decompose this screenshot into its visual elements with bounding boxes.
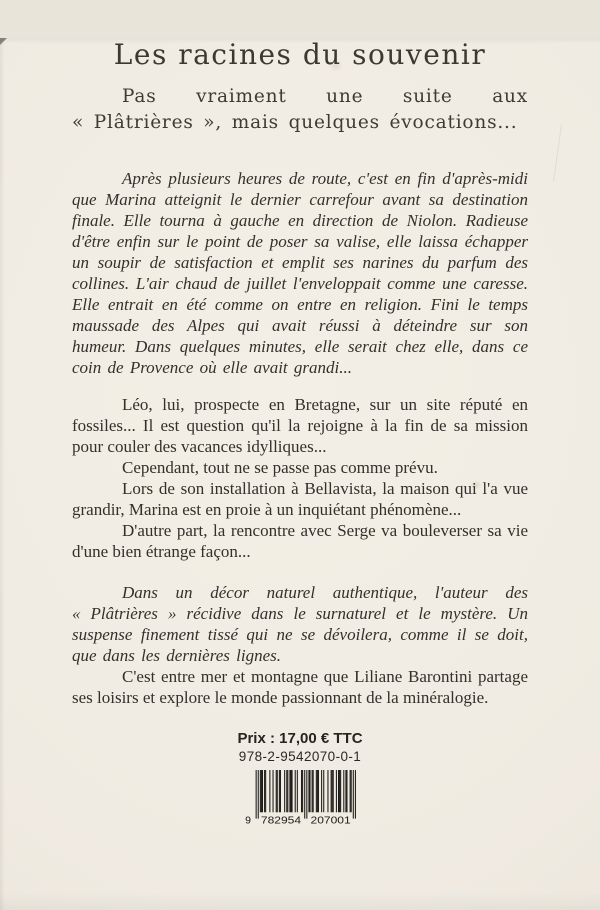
publisher-blurb: Dans un décor naturel authentique, l'auteur des « Plâtrières » récidive dans le surnaturel et le mystère. Un suspense finement tissé qui ne se dévoilera, comme il se doit, que dans les dernières lignes. xyxy=(72,583,528,665)
synopsis-paragraph: Cependant, tout ne se passe pas comme prévu. xyxy=(122,458,438,477)
isbn-number: 978-2-9542070-0-1 xyxy=(238,749,362,764)
book-title: Les racines du souvenir xyxy=(113,38,487,71)
synopsis-intro-paragraph: Après plusieurs heures de route, c'est en fin d'après-midi que Marina atteignit le dernier carrefour avant sa destination finale. Elle tourna à gauche en direction de Niolon. Radieuse d'être enfin sur le point de poser sa valise, elle laissa échapper un soupir de satisfaction et emplit ses narines du parfum des collines. L'air chaud de juillet l'enveloppait comme une caresse. Elle entrait en été comme on entre en religion. Fini le temps maussade des Alpes qui avait réussi à déteindre sur son humeur. Dans quelques minutes, elle serait chez elle, dans ce coin de Provence où elle avait grandi... xyxy=(72,169,528,377)
price-label: Prix : 17,00 € TTC xyxy=(237,730,363,747)
book-back-cover xyxy=(0,38,600,910)
svg-text:782954: 782954 xyxy=(260,814,301,826)
author-note: C'est entre mer et montagne que Liliane Barontini partage ses loisirs et explore le monde passionnant de la minéralogie. xyxy=(72,667,528,707)
ean13-barcode xyxy=(72,770,528,831)
svg-text:9: 9 xyxy=(244,814,251,826)
scan-corner-artifact xyxy=(0,38,7,45)
synopsis-paragraph: D'autre part, la rencontre avec Serge va bouleverser sa vie d'une bien étrange façon... xyxy=(72,521,528,561)
synopsis-paragraph: Léo, lui, prospecte en Bretagne, sur un site réputé en fossiles... Il est question qu'il la rejoigne à la fin de sa mission pour couler des vacances idylliques... xyxy=(72,395,528,456)
svg-text:207001: 207001 xyxy=(310,814,351,826)
synopsis-paragraph: Lors de son installation à Bellavista, la maison qui l'a vue grandir, Marina est en proie à un inquiétant phénomène... xyxy=(72,479,528,519)
back-cover-content xyxy=(0,38,600,831)
price-block xyxy=(72,730,528,831)
barcode-image xyxy=(244,770,357,826)
synopsis-paragraphs xyxy=(72,394,528,562)
book-subtitle: Pas vraiment une suite aux « Plâtrières », mais quelques évocations... xyxy=(72,86,528,133)
